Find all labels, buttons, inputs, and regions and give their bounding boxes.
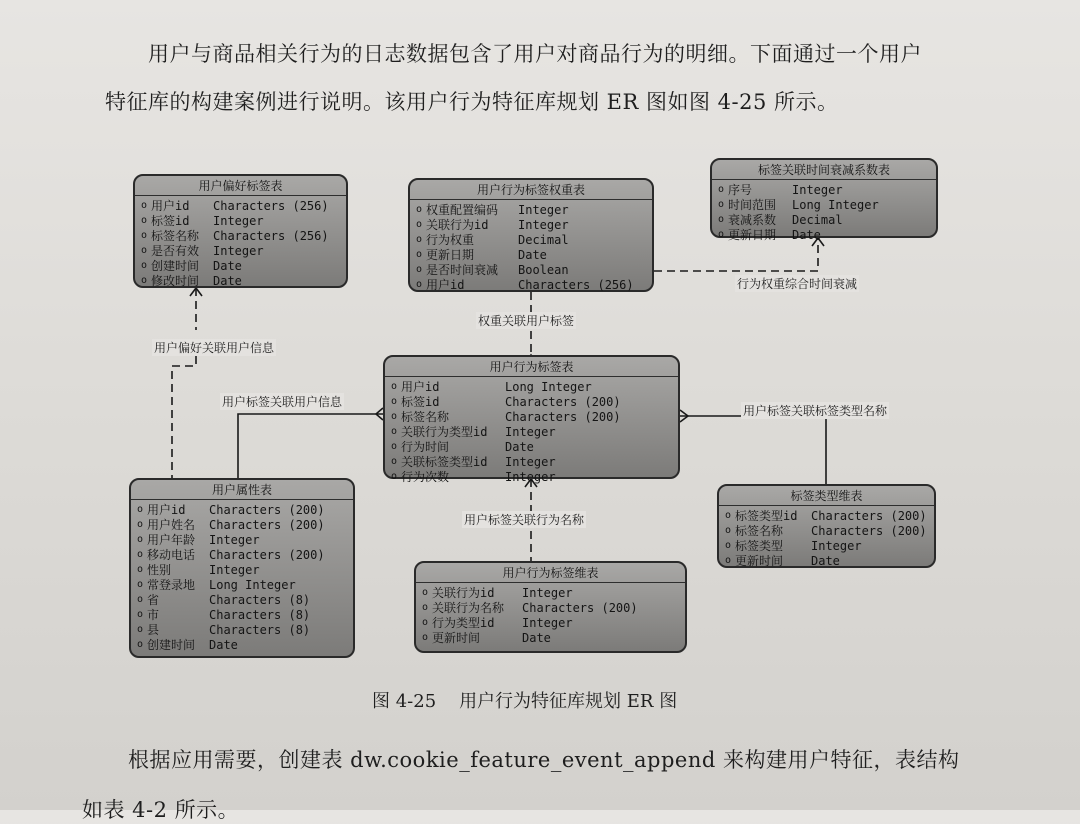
field-marker-icon: o [422,632,429,643]
entity-field-row [718,182,930,197]
field-name: 用户id [401,380,440,394]
field-type: Characters (200) [209,517,325,532]
field-name: 修改时间 [151,274,200,288]
field-marker-icon: o [141,275,148,286]
field-type: Characters (200) [811,508,927,523]
field-name: 行为次数 [401,470,450,484]
entity-user-preference-tag [133,174,348,288]
entity-tag-time-decay [710,158,938,242]
entity-title: 标签类型维表 [719,486,934,506]
field-type: Decimal [518,232,569,247]
field-name: 标签类型 [735,539,784,553]
entity-title: 用户行为标签权重表 [410,180,652,200]
field-type: Characters (200) [505,394,621,409]
entity-field-row [391,409,672,424]
field-marker-icon: o [422,602,429,613]
entity-field-row [725,523,928,538]
field-marker-icon: o [141,245,148,256]
entity-tag-type-dimension [717,484,936,568]
entity-field-row [391,424,672,439]
entity-field-list [416,202,646,292]
field-name: 性别 [147,563,172,577]
entity-field-row [391,379,672,394]
field-type: Characters (200) [209,502,325,517]
field-name: 行为权重 [426,233,475,247]
field-marker-icon: o [137,504,144,515]
entity-field-row [391,469,672,484]
field-name: 创建时间 [151,259,200,273]
entity-field-row [141,273,340,288]
field-type: Date [213,258,242,273]
field-name: 用户姓名 [147,518,196,532]
field-type: Integer [209,562,260,577]
field-marker-icon: o [391,426,398,437]
field-type: Integer [792,182,843,197]
field-type: Integer [522,585,573,600]
field-type: Date [522,630,551,645]
entity-field-row [137,517,347,532]
entity-field-row [718,197,930,212]
field-type: Integer [505,469,556,484]
field-type: Characters (200) [505,409,621,424]
entity-field-row [137,622,347,637]
field-type: Integer [505,424,556,439]
paragraph-intro-line2: 特征库的构建案例进行说明。该用户行为特征库规划 ER 图如图 4-25 所示。 [105,90,839,114]
entity-field-row [718,212,930,227]
field-type: Decimal [792,212,843,227]
field-marker-icon: o [137,549,144,560]
field-name: 市 [147,608,160,622]
entity-field-row [422,600,679,615]
entity-field-list [422,585,679,645]
field-name: 用户id [151,199,190,213]
field-type: Integer [518,217,569,232]
field-type: Integer [213,213,264,228]
entity-field-list [137,502,347,652]
field-type: Boolean [518,262,569,277]
entity-field-row [416,217,646,232]
field-type: Characters (256) [518,277,634,292]
entity-field-list [718,182,930,242]
field-marker-icon: o [718,214,725,225]
field-name: 关联行为类型id [401,425,488,439]
field-name: 用户id [426,278,465,292]
field-marker-icon: o [141,215,148,226]
field-name: 是否有效 [151,244,200,258]
field-type: Integer [505,454,556,469]
entity-field-row [141,228,340,243]
entity-field-row [137,607,347,622]
entity-field-row [391,454,672,469]
field-type: Characters (200) [209,547,325,562]
entity-field-row [141,243,340,258]
field-name: 关联行为名称 [432,601,505,615]
rel-line-tag-type [680,416,826,484]
entity-field-list [391,379,672,484]
entity-field-row [422,615,679,630]
field-type: Date [792,227,821,242]
paragraph-body-line2: 如表 4-2 所示。 [82,798,240,822]
field-name: 衰减系数 [728,213,777,227]
field-name: 省 [147,593,160,607]
entity-behavior-tag-weight [408,178,654,292]
entity-behavior-tag-dimension [414,561,687,653]
entity-field-row [416,202,646,217]
field-name: 关联标签类型id [401,455,488,469]
field-type: Integer [811,538,862,553]
field-type: Integer [213,243,264,258]
field-name: 更新时间 [432,631,481,645]
field-type: Long Integer [505,379,592,394]
field-marker-icon: o [137,594,144,605]
figure-title: 用户行为特征库规划 ER 图 [459,691,678,712]
field-name: 用户年龄 [147,533,196,547]
entity-field-row [416,262,646,277]
field-name: 标签名称 [151,229,200,243]
field-marker-icon: o [718,199,725,210]
field-name: 关联行为id [432,586,495,600]
entity-title: 用户行为标签表 [385,357,678,377]
entity-field-row [137,502,347,517]
field-marker-icon: o [141,260,148,271]
field-name: 更新日期 [728,228,777,242]
entity-user-attribute [129,478,355,658]
field-marker-icon: o [137,609,144,620]
entity-field-row [141,213,340,228]
field-marker-icon: o [141,230,148,241]
field-marker-icon: o [725,555,732,566]
relation-label-tag-user: 用户标签关联用户信息 [222,395,343,409]
entity-title: 用户行为标签维表 [416,563,685,583]
relation-label-weight-decay: 行为权重综合时间衰减 [737,277,858,291]
paragraph-intro-line1: 用户与商品相关行为的日志数据包含了用户对商品行为的明细。下面通过一个用户 [148,42,922,66]
paragraph-body-line1: 根据应用需要，创建表 dw.cookie_feature_event_append 来构建用户特征，表结构 [128,748,960,772]
entity-field-row [137,577,347,592]
field-name: 更新日期 [426,248,475,262]
entity-field-row [725,538,928,553]
field-name: 标签名称 [735,524,784,538]
field-name: 标签名称 [401,410,450,424]
field-marker-icon: o [137,639,144,650]
field-marker-icon: o [391,441,398,452]
field-marker-icon: o [137,519,144,530]
field-type: Characters (256) [213,198,329,213]
field-marker-icon: o [416,234,423,245]
field-marker-icon: o [391,471,398,482]
entity-field-row [725,553,928,568]
field-type: Characters (8) [209,592,311,607]
field-name: 县 [147,623,160,637]
field-type: Characters (200) [522,600,638,615]
field-marker-icon: o [416,264,423,275]
field-type: Date [213,273,242,288]
entity-title: 用户偏好标签表 [135,176,346,196]
entity-field-row [422,585,679,600]
entity-field-row [137,592,347,607]
field-marker-icon: o [137,624,144,635]
field-marker-icon: o [718,184,725,195]
entity-behavior-tag [383,355,680,484]
field-marker-icon: o [725,510,732,521]
figure-number: 图 4-25 [372,691,437,712]
field-type: Date [505,439,534,454]
entity-field-row [416,277,646,292]
field-type: Integer [209,532,260,547]
field-marker-icon: o [416,219,423,230]
field-type: Characters (8) [209,607,311,622]
field-type: Date [518,247,547,262]
figure-caption [372,687,677,713]
field-marker-icon: o [137,564,144,575]
field-marker-icon: o [725,540,732,551]
entity-title: 标签关联时间衰减系数表 [712,160,936,180]
entity-field-row [416,247,646,262]
field-type: Integer [522,615,573,630]
field-name: 更新时间 [735,554,784,568]
field-type: Long Integer [792,197,879,212]
field-name: 序号 [728,183,753,197]
field-type: Characters (256) [213,228,329,243]
entity-field-list [141,198,340,288]
field-marker-icon: o [725,525,732,536]
entity-field-row [137,637,347,652]
entity-field-row [391,439,672,454]
entity-field-row [137,562,347,577]
field-marker-icon: o [391,456,398,467]
rel-line-pref-user [172,288,196,478]
field-name: 标签id [151,214,190,228]
rel-line-tag-user [238,414,383,478]
field-marker-icon: o [416,279,423,290]
field-marker-icon: o [141,200,148,211]
relation-label-tag-type: 用户标签关联标签类型名称 [743,404,888,418]
field-name: 是否时间衰减 [426,263,499,277]
field-name: 移动电话 [147,548,196,562]
field-marker-icon: o [718,229,725,240]
field-name: 标签id [401,395,440,409]
entity-field-row [422,630,679,645]
field-marker-icon: o [137,534,144,545]
entity-field-row [137,532,347,547]
entity-field-row [718,227,930,242]
entity-field-row [141,198,340,213]
field-name: 权重配置编码 [426,203,499,217]
field-type: Integer [518,202,569,217]
field-name: 行为类型id [432,616,495,630]
field-marker-icon: o [422,617,429,628]
field-marker-icon: o [416,249,423,260]
field-marker-icon: o [416,204,423,215]
field-type: Characters (200) [811,523,927,538]
entity-field-row [137,547,347,562]
field-marker-icon: o [391,396,398,407]
field-marker-icon: o [391,381,398,392]
field-name: 关联行为id [426,218,489,232]
relation-label-tag-dim: 用户标签关联行为名称 [464,513,585,527]
field-type: Long Integer [209,577,296,592]
field-name: 时间范围 [728,198,777,212]
entity-field-list [725,508,928,568]
field-marker-icon: o [422,587,429,598]
relation-label-pref-user: 用户偏好关联用户信息 [154,341,275,355]
entity-field-row [141,258,340,273]
field-type: Date [209,637,238,652]
entity-field-row [725,508,928,523]
field-marker-icon: o [391,411,398,422]
entity-field-row [391,394,672,409]
field-name: 标签类型id [735,509,798,523]
field-name: 行为时间 [401,440,450,454]
field-name: 用户id [147,503,186,517]
field-name: 创建时间 [147,638,196,652]
relation-label-weight-tag: 权重关联用户标签 [478,314,575,328]
field-type: Characters (8) [209,622,311,637]
field-marker-icon: o [137,579,144,590]
field-type: Date [811,553,840,568]
entity-title: 用户属性表 [131,480,353,500]
field-name: 常登录地 [147,578,196,592]
entity-field-row [416,232,646,247]
